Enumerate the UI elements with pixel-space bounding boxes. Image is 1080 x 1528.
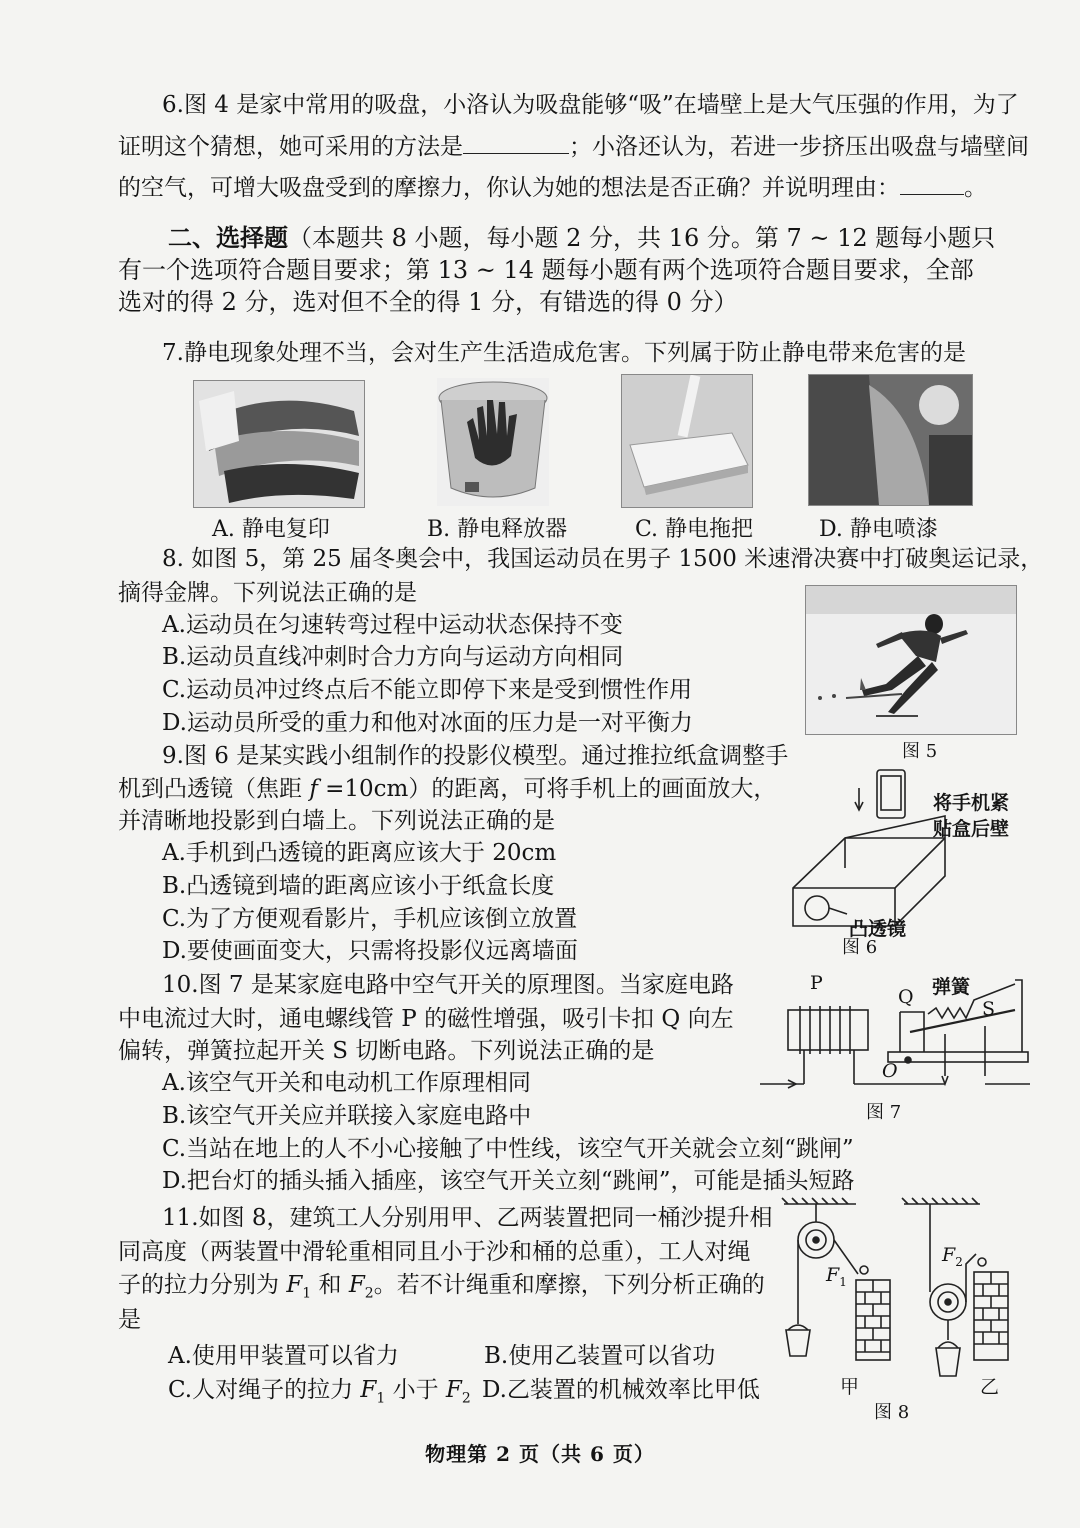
photo-electrostatic-spray-paint — [808, 374, 973, 506]
q8-line2: 摘得金牌。下列说法正确的是 — [118, 580, 417, 606]
q10-line1: 10.图 7 是某家庭电路中空气开关的原理图。当家庭电路 — [162, 972, 734, 998]
q11-option-b[interactable]: B.使用乙装置可以省功 — [484, 1343, 716, 1369]
q9-option-b[interactable]: B.凸透镜到墙的距离应该小于纸盒长度 — [162, 873, 555, 899]
q6-line1: 6.图 4 是家中常用的吸盘，小洛认为吸盘能够“吸”在墙壁上是大气压强的作用，为了 — [162, 92, 1019, 118]
q8-option-b[interactable]: B.运动员直线冲刺时合力方向与运动方向相同 — [162, 644, 624, 670]
q11-option-c[interactable] — [168, 1375, 471, 1414]
subscript: 2 — [364, 1285, 374, 1302]
q9-line1: 9.图 6 是某实践小组制作的投影仪模型。通过推拉纸盒调整手 — [162, 743, 789, 769]
figure-5-caption: 图 5 — [902, 741, 938, 762]
focal-length-symbol: f — [309, 776, 318, 802]
figure-8-pulley-diagram — [780, 1192, 1040, 1398]
q11-line2: 同高度（两装置中滑轮重相同且小于沙和桶的总重），工人对绳 — [118, 1239, 751, 1265]
q6-text: 。 — [964, 175, 987, 201]
q11-option-d[interactable]: D.乙装置的机械效率比甲低 — [482, 1377, 760, 1403]
label-q: Q — [898, 986, 914, 1008]
q11-option-c-text: 小于 — [385, 1377, 446, 1403]
q8-line1: 8. 如图 5，第 25 届冬奥会中，我国运动员在男子 1500 米速滑决赛中打破奥运记录， — [162, 546, 1044, 572]
label-s: S — [982, 998, 996, 1020]
q10-line2: 中电流过大时，通电螺线管 P 的磁性增强，吸引卡扣 Q 向左 — [118, 1006, 734, 1032]
note-phone-back-wall-2: 贴盒后壁 — [933, 818, 1010, 840]
photo-electrostatic-mop — [621, 374, 753, 508]
label-spring: 弹簧 — [932, 976, 971, 998]
q9-option-c[interactable]: C.为了方便观看影片，手机应该倒立放置 — [162, 906, 578, 932]
q9-option-d[interactable]: D.要使画面变大，只需将投影仪远离墙面 — [162, 938, 578, 964]
q10-option-b[interactable]: B.该空气开关应并联接入家庭电路中 — [162, 1103, 532, 1129]
label-o: O — [882, 1060, 898, 1082]
subscript: 1 — [302, 1285, 312, 1302]
q7-option-a[interactable]: A. 静电复印 — [212, 517, 330, 542]
force-symbol: F — [348, 1272, 365, 1298]
brick-wall-icon — [974, 1272, 1008, 1360]
q9-line3: 并清晰地投影到白墙上。下列说法正确的是 — [118, 808, 555, 834]
q9-text: 机到凸透镜（焦距 — [118, 776, 310, 802]
figure-7-circuit-breaker-diagram — [760, 972, 1040, 1092]
q6-line2 — [118, 131, 1029, 162]
subscript: 1 — [376, 1390, 386, 1407]
q11-text: 子的拉力分别为 — [118, 1272, 287, 1298]
bucket-icon — [786, 1330, 810, 1356]
q7-option-d[interactable]: D. 静电喷漆 — [819, 517, 938, 542]
photo-electrostatic-copy — [193, 380, 365, 508]
q11-option-c-text: C.人对绳子的拉力 — [168, 1377, 361, 1403]
q11-option-a[interactable]: A.使用甲装置可以省力 — [168, 1343, 399, 1369]
section2-instructions: （本题共 8 小题，每小题 2 分，共 16 分。第 7 ~ 12 题每小题只 — [288, 224, 996, 252]
section2-header — [168, 223, 995, 253]
section2-line2: 有一个选项符合题目要求；第 13 ~ 14 题每小题有两个选项符合题目要求，全部 — [118, 256, 974, 284]
note-phone-back-wall-1: 将手机紧 — [933, 792, 1010, 814]
q9-text: =10cm）的距离，可将手机上的画面放大， — [317, 776, 777, 802]
figure-6-projector-diagram — [785, 768, 1025, 958]
q6-text: 证明这个猜想，她可采用的方法是 — [118, 134, 463, 160]
bucket-icon — [936, 1348, 960, 1376]
q6-text: ；小洛还认为，若进一步挤压出吸盘与墙壁间 — [569, 134, 1029, 160]
q8-option-a[interactable]: A.运动员在匀速转弯过程中运动状态保持不变 — [162, 612, 623, 638]
figure-7-caption: 图 7 — [866, 1102, 902, 1123]
label-jia: 甲 — [840, 1376, 860, 1398]
page-footer: 物理第 2 页（共 6 页） — [425, 1442, 655, 1466]
figure-6-caption: 图 6 — [842, 937, 878, 958]
q10-line3: 偏转，弹簧拉起开关 S 切断电路。下列说法正确的是 — [118, 1038, 655, 1064]
label-yi: 乙 — [980, 1376, 1000, 1398]
label-p: P — [810, 972, 823, 994]
q10-option-d[interactable]: D.把台灯的插头插入插座，该空气开关立刻“跳闸”，可能是插头短路 — [162, 1168, 855, 1194]
answer-blank-2[interactable] — [900, 172, 964, 195]
q8-option-d[interactable]: D.运动员所受的重力和他对冰面的压力是一对平衡力 — [162, 710, 693, 736]
q10-option-a[interactable]: A.该空气开关和电动机工作原理相同 — [162, 1070, 531, 1096]
q11-line3 — [118, 1270, 765, 1309]
answer-blank-1[interactable] — [463, 131, 569, 154]
section2-title: 二、选择题 — [168, 224, 288, 252]
q9-option-a[interactable]: A.手机到凸透镜的距离应该大于 20cm — [162, 840, 557, 866]
q6-text: 的空气，可增大吸盘受到的摩擦力，你认为她的想法是否正确？并说明理由： — [118, 175, 900, 201]
photo-static-discharger — [437, 378, 549, 506]
q11-text: 和 — [311, 1272, 349, 1298]
q7-option-c[interactable]: C. 静电拖把 — [635, 517, 754, 542]
q11-line4: 是 — [118, 1307, 141, 1333]
q9-line2 — [118, 774, 776, 804]
section2-line3: 选对的得 2 分，选对但不全的得 1 分，有错选的得 0 分） — [118, 288, 738, 316]
convex-lens-label: 凸透镜 — [849, 918, 907, 940]
q11-text: 。若不计绳重和摩擦，下列分析正确的 — [373, 1272, 765, 1298]
force-symbol: F — [445, 1377, 462, 1403]
figure-8-caption: 图 8 — [874, 1402, 910, 1423]
q11-line1: 11.如图 8，建筑工人分别用甲、乙两装置把同一桶沙提升相 — [162, 1205, 773, 1231]
subscript: 2 — [461, 1390, 471, 1407]
label-f1: $F_1$ — [826, 1264, 847, 1289]
arrow-down-icon — [855, 788, 863, 810]
q6-line3 — [118, 172, 987, 203]
q10-option-c[interactable]: C.当站在地上的人不小心接触了中性线，该空气开关就会立刻“跳闸” — [162, 1136, 854, 1162]
q7-stem: 7.静电现象处理不当，会对生产生活造成危害。下列属于防止静电带来危害的是 — [162, 340, 966, 366]
force-symbol: F — [286, 1272, 303, 1298]
q8-option-c[interactable]: C.运动员冲过终点后不能立即停下来是受到惯性作用 — [162, 677, 693, 703]
q7-option-b[interactable]: B. 静电释放器 — [427, 517, 568, 542]
photo-speed-skater — [805, 585, 1017, 735]
label-f2: $F_2$ — [942, 1244, 963, 1269]
force-symbol: F — [360, 1377, 377, 1403]
